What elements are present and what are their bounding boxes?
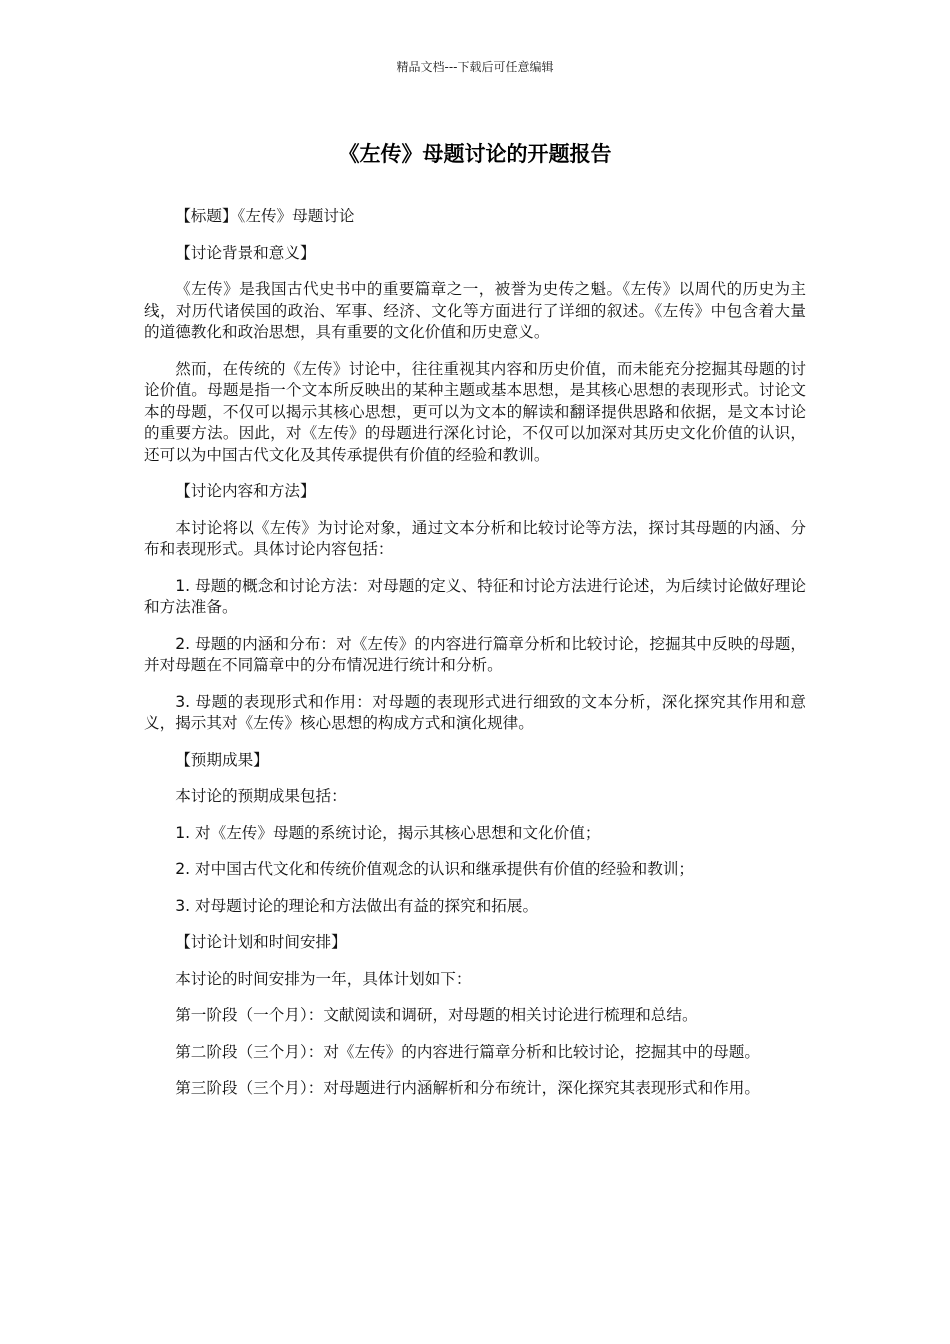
section-heading-content-methods: 【讨论内容和方法】: [175, 482, 316, 500]
list-item: 3. 母题的表现形式和作用：对母题的表现形式进行细致的文本分析，深化探究其作用和意义，揭示其对《左传》核心思想的构成方式和演化规律。: [144, 692, 806, 732]
paragraph: 本讨论将以《左传》为讨论对象，通过文本分析和比较讨论等方法，探讨其母题的内涵、分布和表现形式。具体讨论内容包括：: [144, 518, 806, 558]
page-header: 精品文档---下载后可任意编辑: [396, 60, 554, 74]
paragraph: 然而，在传统的《左传》讨论中，往往重视其内容和历史价值，而未能充分挖掘其母题的讨论价值。母题是指一个文本所反映出的某种主题或基本思想，是其核心思想的表现形式。讨论文本的母题，不仅可以揭示其核心思想，更可以为文本的解读和翻译提供思路和依据，是文本讨论的重要方法。因此，对《左传》的母题进行深化讨论，不仅可以加深对其历史文化价值的认识，还可以为中国古代文化及其传承提供有价值的经验和教训。: [144, 359, 806, 464]
paragraph: 本讨论的时间安排为一年，具体计划如下：: [175, 969, 472, 988]
section-heading-background: 【讨论背景和意义】: [175, 243, 316, 262]
list-item: 1. 对《左传》母题的系统讨论，揭示其核心思想和文化价值；: [175, 823, 601, 842]
section-heading-expected-results: 【预期成果】: [175, 750, 269, 769]
document-body: [144, 206, 806, 1115]
paragraph: 《左传》是我国古代史书中的重要篇章之一，被誉为史传之魁。《左传》以周代的历史为主线，对历代诸侯国的政治、军事、经济、文化等方面进行了详细的叙述。《左传》中包含着大量的道德教化和政治思想，具有重要的文化价值和历史意义。: [144, 280, 806, 341]
document-title: 《左传》母题讨论的开题报告: [338, 142, 612, 166]
section-heading-plan-schedule: 【讨论计划和时间安排】: [175, 933, 347, 951]
schedule-item: 第三阶段（三个月）：对母题进行内涵解析和分布统计，深化探究其表现形式和作用。: [175, 1079, 760, 1097]
paragraph: 本讨论的预期成果包括：: [175, 787, 347, 805]
schedule-item: 第一阶段（一个月）：文献阅读和调研，对母题的相关讨论进行梳理和总结。: [175, 1006, 698, 1024]
list-item: 2. 对中国古代文化和传统价值观念的认识和继承提供有价值的经验和教训；: [175, 860, 695, 878]
list-item: 1. 母题的概念和讨论方法：对母题的定义、特征和讨论方法进行论述，为后续讨论做好理论和方法准备。: [144, 576, 806, 616]
title-line: 【标题】《左传》母题讨论: [175, 207, 355, 225]
schedule-item: 第二阶段（三个月）：对《左传》的内容进行篇章分析和比较讨论，挖掘其中的母题。: [175, 1042, 760, 1061]
list-item: 3. 对母题讨论的理论和方法做出有益的探究和拓展。: [175, 896, 539, 915]
list-item: 2. 母题的内涵和分布：对《左传》的内容进行篇章分析和比较讨论，挖掘其中反映的母题，并对母题在不同篇章中的分布情况进行统计和分析。: [144, 634, 806, 674]
